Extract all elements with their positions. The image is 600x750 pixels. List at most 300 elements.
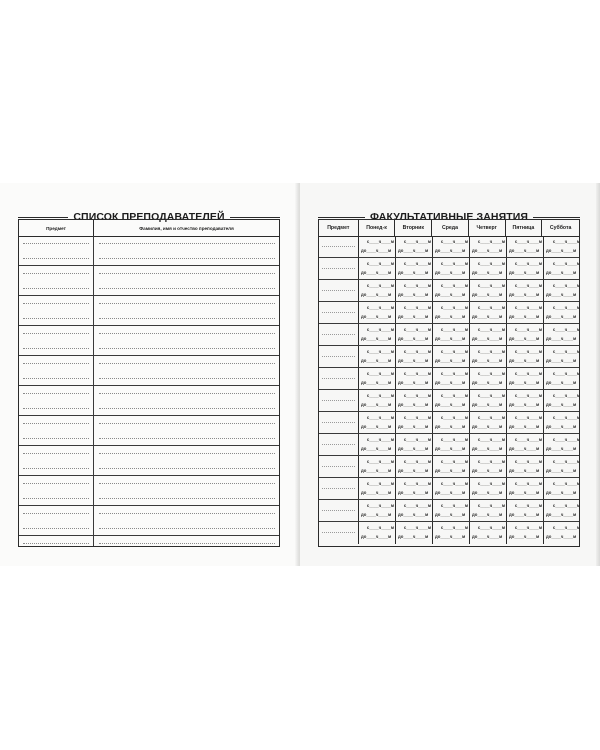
teacher-row[interactable] [19,326,279,341]
teacher-row[interactable] [19,281,279,296]
subject-write-line [23,393,89,394]
time-to-line: до____ч____м [546,292,577,297]
time-to-line: до____ч____м [509,270,540,275]
subject-write-line [23,468,89,469]
time-to-line: до____ч____м [398,336,429,341]
time-slot-cell[interactable] [433,302,470,323]
time-slot-cell[interactable] [544,346,581,367]
time-to-line: до____ч____м [361,336,392,341]
time-from-line: с____ч____м [366,239,394,244]
time-from-line: с____ч____м [477,503,505,508]
time-slot-cell[interactable] [544,368,581,389]
teacher-write-line [99,453,275,454]
time-slot-cell[interactable] [544,280,581,301]
time-to-line: до____ч____м [472,380,503,385]
optional-class-row [319,522,579,544]
day-column-header: Суббота [549,225,572,231]
subject-write-line [23,543,89,544]
time-slot-cell[interactable] [544,434,581,455]
subject-write-line [23,348,89,349]
subject-write-line [322,268,355,269]
time-slot-cell[interactable] [433,324,470,345]
subject-cell[interactable] [319,390,359,411]
title-rule-right [533,217,580,218]
subject-write-line [23,483,89,484]
time-slot-cell[interactable] [433,434,470,455]
time-from-line: с____ч____м [440,525,468,530]
subject-write-line [322,378,355,379]
time-slot-cell[interactable] [507,456,544,477]
time-from-line: с____ч____м [366,415,394,420]
time-to-line: до____ч____м [435,490,466,495]
optional-class-row [319,500,579,522]
day-column-header: Четверг [469,220,506,236]
time-to-line: до____ч____м [361,446,392,451]
time-slot-cell[interactable] [396,346,433,367]
time-from-line: с____ч____м [552,503,580,508]
teacher-row[interactable] [19,341,279,356]
teacher-row[interactable] [19,416,279,431]
time-slot-cell[interactable] [544,456,581,477]
subject-write-line [322,422,355,423]
time-to-line: до____ч____м [398,490,429,495]
subject-write-line [23,378,89,379]
time-slot-cell[interactable] [544,258,581,279]
teacher-write-line [99,498,275,499]
subject-write-line [23,408,89,409]
time-slot-cell[interactable] [396,390,433,411]
time-slot-cell[interactable] [396,302,433,323]
time-slot-cell[interactable] [507,500,544,521]
teacher-row[interactable] [19,461,279,476]
teacher-row[interactable] [19,371,279,386]
time-slot-cell[interactable] [470,434,507,455]
teacher-write-line [99,318,275,319]
subject-write-line [23,318,89,319]
time-slot-cell[interactable] [396,412,433,433]
teacher-row[interactable] [19,491,279,506]
subject-cell[interactable] [319,280,359,301]
time-to-line: до____ч____м [546,468,577,473]
time-to-line: до____ч____м [546,446,577,451]
subject-write-line [322,466,355,467]
subject-column-header: Предмет [319,220,359,236]
time-from-line: с____ч____м [477,239,505,244]
subject-cell[interactable] [319,324,359,345]
time-slot-cell[interactable] [433,390,470,411]
teacher-write-line [99,408,275,409]
teacher-row[interactable] [19,266,279,281]
teacher-write-line [99,243,275,244]
teacher-write-line [99,288,275,289]
time-from-line: с____ч____м [514,393,542,398]
time-to-line: до____ч____м [435,512,466,517]
time-slot-cell[interactable] [507,258,544,279]
time-slot-cell[interactable] [433,236,470,257]
teacher-row[interactable] [19,251,279,266]
time-to-line: до____ч____м [509,424,540,429]
teacher-row[interactable] [19,536,279,551]
time-slot-cell[interactable] [507,236,544,257]
teacher-write-line [99,348,275,349]
time-slot-cell[interactable] [433,368,470,389]
time-from-line: с____ч____м [477,261,505,266]
title-rule-right [230,217,280,218]
time-slot-cell[interactable] [470,236,507,257]
time-from-line: с____ч____м [366,327,394,332]
time-to-line: до____ч____м [546,534,577,539]
subject-cell[interactable] [319,522,359,544]
time-to-line: до____ч____м [472,358,503,363]
time-slot-cell[interactable] [544,324,581,345]
time-slot-cell[interactable] [470,478,507,499]
time-slot-cell[interactable] [544,412,581,433]
optional-class-row [319,478,579,500]
teacher-write-line [99,273,275,274]
time-from-line: с____ч____м [403,481,431,486]
teacher-column-header: Фамилия, имя и отчество преподавателя [139,225,234,231]
teacher-row[interactable] [19,476,279,491]
time-from-line: с____ч____м [440,503,468,508]
time-to-line: до____ч____м [435,314,466,319]
subject-cell[interactable] [319,456,359,477]
teacher-row[interactable] [19,236,279,251]
time-from-line: с____ч____м [514,261,542,266]
time-from-line: с____ч____м [403,349,431,354]
time-from-line: с____ч____м [552,261,580,266]
time-slot-cell[interactable] [396,280,433,301]
time-from-line: с____ч____м [514,371,542,376]
time-to-line: до____ч____м [361,490,392,495]
time-slot-cell[interactable] [396,324,433,345]
time-slot-cell[interactable] [507,522,544,544]
page-edge [596,183,600,566]
subject-cell[interactable] [319,412,359,433]
time-to-line: до____ч____м [361,248,392,253]
time-to-line: до____ч____м [398,314,429,319]
time-slot-cell[interactable] [359,456,396,477]
time-from-line: с____ч____м [366,481,394,486]
time-slot-cell[interactable] [433,500,470,521]
time-to-line: до____ч____м [435,292,466,297]
time-slot-cell[interactable] [396,434,433,455]
time-slot-cell[interactable] [433,346,470,367]
time-slot-cell[interactable] [507,280,544,301]
teacher-write-line [99,303,275,304]
time-slot-cell[interactable] [507,434,544,455]
time-slot-cell[interactable] [433,478,470,499]
time-to-line: до____ч____м [546,512,577,517]
time-slot-cell[interactable] [396,258,433,279]
time-to-line: до____ч____м [398,446,429,451]
time-slot-cell[interactable] [359,302,396,323]
time-to-line: до____ч____м [435,336,466,341]
subject-cell[interactable] [319,478,359,499]
teacher-write-line [99,483,275,484]
time-from-line: с____ч____м [366,283,394,288]
time-to-line: до____ч____м [361,292,392,297]
time-slot-cell[interactable] [359,412,396,433]
time-slot-cell[interactable] [470,412,507,433]
time-to-line: до____ч____м [361,380,392,385]
time-from-line: с____ч____м [440,481,468,486]
time-from-line: с____ч____м [552,415,580,420]
time-from-line: с____ч____м [477,283,505,288]
optional-class-row [319,456,579,478]
time-from-line: с____ч____м [366,305,394,310]
teacher-row[interactable] [19,506,279,521]
time-from-line: с____ч____м [403,393,431,398]
subject-write-line [23,438,89,439]
time-slot-cell[interactable] [359,258,396,279]
time-from-line: с____ч____м [440,239,468,244]
subject-write-line [322,488,355,489]
time-slot-cell[interactable] [433,522,470,544]
time-from-line: с____ч____м [514,305,542,310]
time-from-line: с____ч____м [366,503,394,508]
time-slot-cell[interactable] [544,390,581,411]
time-slot-cell[interactable] [544,478,581,499]
time-slot-cell[interactable] [470,368,507,389]
subject-write-line [322,290,355,291]
time-from-line: с____ч____м [440,283,468,288]
time-from-line: с____ч____м [477,459,505,464]
time-from-line: с____ч____м [514,327,542,332]
optional-class-row [319,368,579,390]
time-from-line: с____ч____м [552,349,580,354]
time-slot-cell[interactable] [433,280,470,301]
time-to-line: до____ч____м [546,490,577,495]
time-slot-cell[interactable] [433,456,470,477]
optional-table-header [319,220,579,237]
time-to-line: до____ч____м [435,534,466,539]
teacher-row[interactable] [19,356,279,371]
subject-write-line [322,246,355,247]
subject-write-line [23,513,89,514]
time-to-line: до____ч____м [361,314,392,319]
time-from-line: с____ч____м [440,393,468,398]
time-slot-cell[interactable] [433,258,470,279]
time-slot-cell[interactable] [359,434,396,455]
time-slot-cell[interactable] [396,368,433,389]
time-from-line: с____ч____м [366,459,394,464]
time-slot-cell[interactable] [470,456,507,477]
teacher-write-line [99,543,275,544]
time-from-line: с____ч____м [552,371,580,376]
time-to-line: до____ч____м [472,446,503,451]
teacher-row[interactable] [19,311,279,326]
time-to-line: до____ч____м [509,380,540,385]
time-to-line: до____ч____м [398,380,429,385]
time-to-line: до____ч____м [546,270,577,275]
time-to-line: до____ч____м [546,402,577,407]
subject-write-line [23,303,89,304]
subject-write-line [23,528,89,529]
subject-cell[interactable] [319,236,359,257]
time-slot-cell[interactable] [507,324,544,345]
time-slot-cell[interactable] [396,236,433,257]
time-to-line: до____ч____м [435,270,466,275]
subject-write-line [23,243,89,244]
time-to-line: до____ч____м [435,424,466,429]
subject-cell[interactable] [319,434,359,455]
subject-cell[interactable] [319,346,359,367]
time-to-line: до____ч____м [472,468,503,473]
time-slot-cell[interactable] [359,478,396,499]
time-to-line: до____ч____м [435,358,466,363]
time-to-line: до____ч____м [509,248,540,253]
time-from-line: с____ч____м [403,525,431,530]
time-slot-cell[interactable] [470,302,507,323]
teacher-row[interactable] [19,446,279,461]
time-slot-cell[interactable] [359,522,396,544]
teacher-row[interactable] [19,296,279,311]
subject-write-line [322,334,355,335]
subject-column-header: Предмет [19,220,94,236]
teacher-row[interactable] [19,386,279,401]
time-from-line: с____ч____м [514,415,542,420]
time-slot-cell[interactable] [359,346,396,367]
time-to-line: до____ч____м [472,512,503,517]
time-slot-cell[interactable] [544,500,581,521]
subject-write-line [23,258,89,259]
time-to-line: до____ч____м [509,468,540,473]
subject-cell[interactable] [319,368,359,389]
time-slot-cell[interactable] [359,236,396,257]
time-slot-cell[interactable] [470,258,507,279]
time-slot-cell[interactable] [359,368,396,389]
time-to-line: до____ч____м [546,424,577,429]
day-column-header: Среда [432,220,469,236]
optional-class-row [319,280,579,302]
time-from-line: с____ч____м [552,525,580,530]
teachers-title: СПИСОК ПРЕПОДАВАТЕЛЕЙ [73,211,225,223]
time-from-line: с____ч____м [440,261,468,266]
time-to-line: до____ч____м [509,402,540,407]
time-to-line: до____ч____м [509,446,540,451]
right-page [300,183,600,566]
time-slot-cell[interactable] [359,280,396,301]
time-from-line: с____ч____м [366,371,394,376]
time-from-line: с____ч____м [514,459,542,464]
teacher-write-line [99,393,275,394]
time-slot-cell[interactable] [507,478,544,499]
time-from-line: с____ч____м [366,437,394,442]
subject-write-line [23,363,89,364]
time-from-line: с____ч____м [477,327,505,332]
time-slot-cell[interactable] [544,236,581,257]
teacher-write-line [99,363,275,364]
time-slot-cell[interactable] [507,368,544,389]
optional-class-row [319,390,579,412]
title-rule-left [318,217,365,218]
teacher-row[interactable] [19,431,279,446]
time-slot-cell[interactable] [507,390,544,411]
time-to-line: до____ч____м [398,424,429,429]
time-slot-cell[interactable] [507,412,544,433]
time-from-line: с____ч____м [403,239,431,244]
time-to-line: до____ч____м [472,424,503,429]
optional-class-row [319,412,579,434]
subject-write-line [322,400,355,401]
time-from-line: с____ч____м [552,327,580,332]
time-to-line: до____ч____м [546,358,577,363]
time-from-line: с____ч____м [403,327,431,332]
time-slot-cell[interactable] [359,390,396,411]
time-slot-cell[interactable] [544,522,581,544]
time-from-line: с____ч____м [477,481,505,486]
time-to-line: до____ч____м [509,490,540,495]
subject-write-line [23,273,89,274]
time-to-line: до____ч____м [435,248,466,253]
teacher-write-line [99,258,275,259]
time-slot-cell[interactable] [507,346,544,367]
subject-cell[interactable] [319,500,359,521]
time-to-line: до____ч____м [472,248,503,253]
time-from-line: с____ч____м [366,525,394,530]
time-to-line: до____ч____м [546,336,577,341]
subject-write-line [322,356,355,357]
time-slot-cell[interactable] [544,302,581,323]
subject-write-line [322,444,355,445]
teacher-row[interactable] [19,401,279,416]
time-slot-cell[interactable] [396,478,433,499]
subject-cell[interactable] [319,302,359,323]
time-from-line: с____ч____м [514,525,542,530]
time-to-line: до____ч____м [398,534,429,539]
optional-class-row [319,324,579,346]
time-slot-cell[interactable] [470,280,507,301]
time-to-line: до____ч____м [472,314,503,319]
time-from-line: с____ч____м [403,261,431,266]
optional-class-row [319,434,579,456]
time-slot-cell[interactable] [507,302,544,323]
subject-write-line [23,453,89,454]
time-from-line: с____ч____м [514,437,542,442]
time-slot-cell[interactable] [359,500,396,521]
time-slot-cell[interactable] [359,324,396,345]
time-slot-cell[interactable] [470,324,507,345]
teacher-row[interactable] [19,521,279,536]
time-to-line: до____ч____м [509,314,540,319]
time-slot-cell[interactable] [396,456,433,477]
optional-table-body [319,236,579,546]
time-slot-cell[interactable] [433,412,470,433]
subject-write-line [23,498,89,499]
teacher-write-line [99,378,275,379]
time-to-line: до____ч____м [472,292,503,297]
time-to-line: до____ч____м [361,512,392,517]
time-slot-cell[interactable] [396,522,433,544]
teachers-table-header [19,220,279,237]
time-to-line: до____ч____м [509,292,540,297]
time-from-line: с____ч____м [403,503,431,508]
time-from-line: с____ч____м [440,459,468,464]
time-from-line: с____ч____м [552,393,580,398]
time-from-line: с____ч____м [403,459,431,464]
time-slot-cell[interactable] [470,346,507,367]
teacher-write-line [99,333,275,334]
time-from-line: с____ч____м [552,283,580,288]
subject-cell[interactable] [319,258,359,279]
time-slot-cell[interactable] [470,390,507,411]
teacher-write-line [99,468,275,469]
time-from-line: с____ч____м [366,349,394,354]
time-slot-cell[interactable] [396,500,433,521]
time-slot-cell[interactable] [470,522,507,544]
time-slot-cell[interactable] [470,500,507,521]
subject-write-line [23,333,89,334]
